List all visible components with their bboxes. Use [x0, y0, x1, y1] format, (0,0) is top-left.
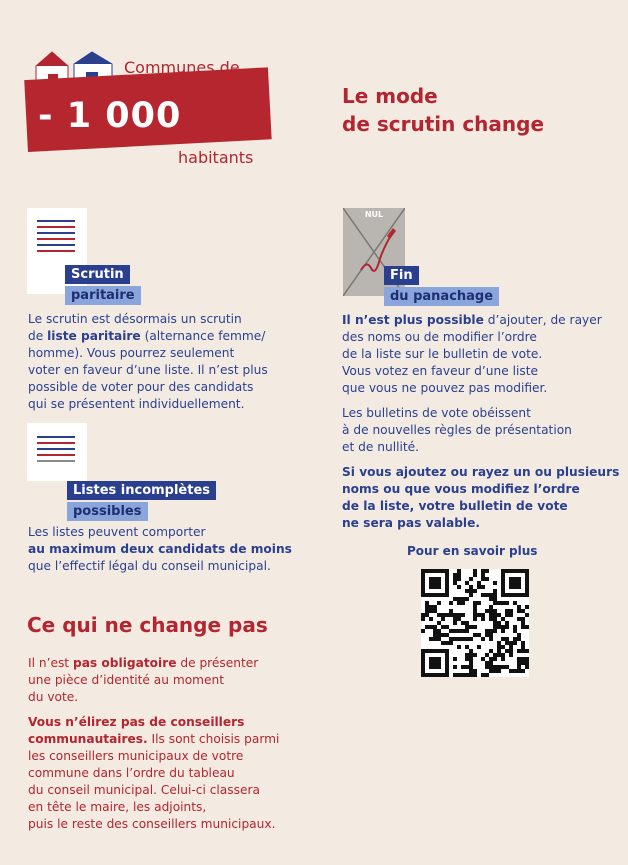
- qr-module: [521, 657, 525, 661]
- qr-module: [437, 633, 441, 637]
- qr-module: [469, 657, 473, 661]
- qr-module: [481, 577, 485, 581]
- qr-module: [517, 637, 521, 641]
- qr-module: [437, 637, 441, 641]
- qr-module: [465, 597, 469, 601]
- qr-module: [517, 633, 521, 637]
- qr-module: [509, 577, 521, 589]
- qr-module: [473, 653, 477, 657]
- unchanged-line: Vous n’élirez pas de conseillers: [28, 715, 245, 729]
- qr-module: [457, 569, 461, 573]
- qr-module: [521, 621, 525, 625]
- qr-module: [497, 669, 501, 673]
- qr-module: [517, 661, 521, 665]
- qr-module: [429, 637, 433, 641]
- qr-module: [521, 625, 525, 629]
- qr-module: [489, 637, 493, 641]
- qr-module: [461, 613, 465, 617]
- qr-module: [425, 609, 429, 613]
- qr-module: [485, 653, 489, 657]
- qr-module: [437, 629, 441, 633]
- qr-module: [449, 629, 453, 633]
- qr-module: [513, 629, 517, 633]
- qr-module: [493, 589, 497, 593]
- qr-module: [465, 657, 469, 661]
- qr-module: [457, 597, 461, 601]
- qr-module: [437, 613, 441, 617]
- panachage-line: de la liste sur le bulletin de vote.: [342, 347, 543, 361]
- qr-module: [481, 637, 485, 641]
- qr-module: [473, 601, 477, 605]
- panachage-line: Si vous ajoutez ou rayez un ou plusieurs: [342, 465, 620, 479]
- qr-module: [505, 665, 509, 669]
- qr-module: [449, 613, 453, 617]
- qr-module: [497, 649, 501, 653]
- qr-module: [445, 613, 449, 617]
- unchanged-line: en tête le maire, les adjoints,: [28, 800, 207, 814]
- scrutin-line: qui se présentent individuellement.: [28, 397, 245, 411]
- qr-module: [429, 657, 441, 669]
- qr-module: [497, 653, 501, 657]
- qr-module: [445, 625, 449, 629]
- qr-module: [465, 673, 469, 677]
- communes-label: Communes de: [124, 58, 240, 77]
- qr-module: [509, 649, 513, 653]
- qr-module: [469, 577, 473, 581]
- qr-module: [481, 593, 485, 597]
- qr-module: [501, 625, 505, 629]
- qr-module: [501, 645, 505, 649]
- qr-module: [497, 601, 501, 605]
- qr-module: [517, 657, 521, 661]
- panachage-badge: [384, 264, 499, 306]
- qr-module: [493, 665, 497, 669]
- qr-module: [433, 637, 437, 641]
- qr-module: [505, 625, 509, 629]
- listes-badge-line-1: Listes incomplètes: [67, 481, 216, 500]
- qr-module: [489, 605, 493, 609]
- listes-badge-line-2: possibles: [67, 502, 148, 521]
- qr-module: [493, 609, 497, 613]
- qr-module: [493, 629, 497, 633]
- qr-module: [437, 621, 441, 625]
- unchanged-line: Il n’est pas obligatoire de présenter: [28, 656, 259, 670]
- qr-module: [469, 585, 473, 589]
- habitants-label: habitants: [178, 148, 254, 167]
- qr-module: [509, 609, 513, 613]
- qr-module: [501, 657, 505, 661]
- qr-module: [433, 625, 437, 629]
- qr-module: [457, 629, 461, 633]
- listes-line: que l’effectif légal du conseil municipal.: [28, 559, 271, 573]
- scrutin-badge-line-2: paritaire: [65, 286, 141, 305]
- qr-module: [505, 609, 509, 613]
- qr-module: [433, 609, 437, 613]
- qr-module: [525, 649, 529, 653]
- qr-module: [489, 597, 493, 601]
- qr-module: [445, 633, 449, 637]
- qr-module: [477, 645, 481, 649]
- qr-module: [441, 625, 445, 629]
- unchanged-line: les conseillers municipaux de votre: [28, 749, 244, 763]
- qr-module: [517, 605, 521, 609]
- qr-module: [461, 629, 465, 633]
- listes-line: au maximum deux candidats de moins: [28, 542, 292, 556]
- listes-line: Les listes peuvent comporter: [28, 525, 206, 539]
- qr-module: [453, 577, 457, 581]
- qr-module: [429, 609, 433, 613]
- qr-module: [509, 641, 513, 645]
- qr-module: [457, 577, 461, 581]
- panachage-line: Vous votez en faveur d’une liste: [342, 364, 539, 378]
- qr-module: [481, 573, 485, 577]
- qr-module: [489, 669, 493, 673]
- qr-module: [457, 617, 461, 621]
- qr-module: [449, 609, 453, 613]
- qr-module: [473, 573, 477, 577]
- qr-module: [489, 593, 493, 597]
- qr-module: [461, 637, 465, 641]
- scrutin-line: voter en faveur d’une liste. Il n’est plus: [28, 363, 268, 377]
- qr-module: [461, 665, 465, 669]
- qr-module: [477, 585, 481, 589]
- qr-module: [481, 569, 485, 573]
- qr-module: [501, 617, 505, 621]
- qr-module: [493, 581, 497, 585]
- panachage-line: Les bulletins de vote obéissent: [342, 406, 531, 420]
- scrutin-line: homme). Vous pourrez seulement: [28, 346, 235, 360]
- qr-module: [485, 609, 489, 613]
- qr-module: [505, 613, 509, 617]
- qr-module: [501, 653, 505, 657]
- qr-module: [485, 577, 489, 581]
- qr-module: [501, 629, 505, 633]
- qr-module: [493, 669, 497, 673]
- panachage-badge-line-2: du panachage: [384, 287, 499, 306]
- qr-module: [493, 657, 497, 661]
- qr-module: [441, 633, 445, 637]
- qr-module: [433, 605, 437, 609]
- qr-module: [477, 613, 481, 617]
- qr-module: [517, 617, 521, 621]
- qr-module: [461, 621, 465, 625]
- qr-module: [489, 633, 493, 637]
- qr-module: [469, 653, 473, 657]
- incomplete-list-icon: [27, 423, 87, 481]
- unchanged-line: du conseil municipal. Celui-ci classera: [28, 783, 260, 797]
- qr-module: [481, 657, 485, 661]
- qr-module: [465, 621, 469, 625]
- qr-module: [489, 613, 493, 617]
- qr-module: [453, 665, 457, 669]
- qr-module: [489, 661, 493, 665]
- qr-module: [493, 625, 497, 629]
- qr-module: [493, 621, 497, 625]
- qr-module: [469, 649, 473, 653]
- listes-text: [28, 524, 328, 575]
- qr-module: [465, 589, 469, 593]
- panachage-badge-line-1: Fin: [384, 266, 419, 285]
- qr-module: [469, 661, 473, 665]
- qr-module: [521, 641, 525, 645]
- qr-module: [493, 653, 497, 657]
- qr-module: [525, 605, 529, 609]
- qr-module: [465, 653, 469, 657]
- qr-code-icon[interactable]: [421, 569, 529, 677]
- qr-module: [489, 629, 493, 633]
- qr-module: [521, 669, 525, 673]
- qr-module: [481, 613, 485, 617]
- qr-module: [469, 665, 473, 669]
- qr-module: [465, 665, 469, 669]
- page-title: [342, 82, 544, 138]
- qr-module: [465, 625, 469, 629]
- population-number: - 1 000: [38, 96, 182, 136]
- qr-module: [465, 629, 469, 633]
- qr-module: [453, 673, 457, 677]
- qr-module: [505, 637, 509, 641]
- qr-module: [469, 637, 473, 641]
- qr-module: [517, 665, 521, 669]
- qr-module: [477, 633, 481, 637]
- qr-module: [477, 601, 481, 605]
- qr-module: [521, 617, 525, 621]
- qr-module: [473, 589, 477, 593]
- qr-module: [489, 657, 493, 661]
- qr-module: [497, 621, 501, 625]
- qr-module: [497, 665, 501, 669]
- qr-module: [497, 641, 501, 645]
- qr-module: [453, 573, 457, 577]
- qr-module: [485, 665, 489, 669]
- panachage-text: [342, 312, 622, 532]
- qr-module: [429, 577, 441, 589]
- qr-module: [509, 669, 513, 673]
- qr-module: [453, 581, 457, 585]
- qr-module: [517, 669, 521, 673]
- qr-module: [485, 569, 489, 573]
- qr-module: [437, 601, 441, 605]
- qr-module: [421, 629, 425, 633]
- qr-module: [461, 597, 465, 601]
- qr-module: [517, 649, 521, 653]
- more-info-label: Pour en savoir plus: [407, 544, 538, 558]
- qr-module: [469, 669, 473, 673]
- qr-module: [521, 649, 525, 653]
- qr-module: [501, 601, 505, 605]
- scrutin-badge-line-1: Scrutin: [65, 265, 130, 284]
- qr-module: [465, 645, 469, 649]
- qr-module: [433, 629, 437, 633]
- qr-module: [485, 673, 489, 677]
- qr-module: [505, 621, 509, 625]
- qr-module: [513, 601, 517, 605]
- qr-module: [469, 625, 473, 629]
- qr-module: [449, 601, 453, 605]
- qr-module: [473, 617, 477, 621]
- qr-module: [521, 609, 525, 613]
- qr-module: [493, 613, 497, 617]
- qr-module: [477, 581, 481, 585]
- unchanged-line: du vote.: [28, 690, 79, 704]
- qr-module: [473, 673, 477, 677]
- qr-module: [513, 625, 517, 629]
- qr-module: [441, 613, 445, 617]
- qr-module: [449, 641, 453, 645]
- scrutin-line: possible de voter pour des candidats: [28, 380, 254, 394]
- scrutin-line: Le scrutin est désormais un scrutin: [28, 312, 242, 326]
- nul-label: NUL: [364, 210, 384, 219]
- qr-module: [525, 665, 529, 669]
- qr-module: [525, 613, 529, 617]
- panachage-line: ne sera pas valable.: [342, 516, 480, 530]
- qr-module: [453, 657, 457, 661]
- qr-module: [505, 649, 509, 653]
- scrutin-line: de liste paritaire (alternance femme/: [28, 329, 266, 343]
- qr-module: [425, 605, 429, 609]
- qr-module: [457, 601, 461, 605]
- qr-module: [517, 609, 521, 613]
- qr-module: [485, 593, 489, 597]
- qr-module: [497, 625, 501, 629]
- qr-module: [473, 569, 477, 573]
- qr-module: [425, 625, 429, 629]
- qr-module: [489, 609, 493, 613]
- qr-module: [473, 669, 477, 673]
- qr-module: [501, 665, 505, 669]
- panachage-line: Il n’est plus possible d’ajouter, de rayer: [342, 313, 602, 327]
- qr-module: [485, 661, 489, 665]
- qr-module: [493, 593, 497, 597]
- panachage-line: noms ou que vous modifiez l’ordre: [342, 482, 580, 496]
- qr-module: [457, 573, 461, 577]
- qr-module: [457, 613, 461, 617]
- qr-module: [457, 645, 461, 649]
- panachage-line: à de nouvelles règles de présentation: [342, 423, 572, 437]
- qr-module: [469, 673, 473, 677]
- qr-module: [465, 637, 469, 641]
- qr-module: [453, 629, 457, 633]
- title-line-1: Le mode: [342, 84, 438, 108]
- qr-module: [453, 637, 457, 641]
- qr-module: [461, 601, 465, 605]
- qr-module: [493, 601, 497, 605]
- unchanged-line: communautaires. Ils sont choisis parmi: [28, 732, 280, 746]
- title-line-2: de scrutin change: [342, 112, 545, 136]
- qr-module: [473, 633, 477, 637]
- qr-module: [481, 673, 485, 677]
- qr-module: [489, 665, 493, 669]
- qr-module: [505, 601, 509, 605]
- qr-module: [473, 609, 477, 613]
- panachage-line: des noms ou de modifier l’ordre: [342, 330, 537, 344]
- qr-module: [469, 589, 473, 593]
- qr-module: [453, 617, 457, 621]
- unchanged-line: puis le reste des conseillers municipaux.: [28, 817, 276, 831]
- qr-module: [485, 633, 489, 637]
- listes-badge: [67, 479, 216, 521]
- qr-module: [429, 625, 433, 629]
- qr-module: [473, 605, 477, 609]
- qr-module: [421, 613, 425, 617]
- qr-module: [461, 673, 465, 677]
- qr-module: [497, 645, 501, 649]
- qr-module: [425, 601, 429, 605]
- qr-module: [465, 581, 469, 585]
- qr-module: [513, 637, 517, 641]
- qr-module: [525, 625, 529, 629]
- scrutin-badge: [65, 263, 141, 305]
- unchanged-text: [28, 655, 318, 833]
- qr-module: [425, 613, 429, 617]
- qr-module: [453, 613, 457, 617]
- qr-module: [433, 633, 437, 637]
- qr-module: [521, 645, 525, 649]
- qr-module: [449, 637, 453, 641]
- qr-module: [481, 617, 485, 621]
- panachage-line: que vous ne pouvez pas modifier.: [342, 381, 548, 395]
- qr-module: [421, 617, 425, 621]
- qr-module: [525, 661, 529, 665]
- unchanged-line: commune dans l’ordre du tableau: [28, 766, 235, 780]
- qr-module: [457, 585, 461, 589]
- qr-module: [473, 625, 477, 629]
- qr-module: [441, 641, 445, 645]
- qr-module: [509, 613, 513, 617]
- qr-module: [521, 661, 525, 665]
- qr-module: [445, 641, 449, 645]
- qr-module: [481, 585, 485, 589]
- qr-module: [429, 605, 433, 609]
- qr-module: [509, 653, 513, 657]
- qr-module: [493, 597, 497, 601]
- qr-module: [453, 597, 457, 601]
- qr-module: [429, 617, 433, 621]
- unchanged-title: Ce qui ne change pas: [27, 613, 268, 637]
- qr-module: [457, 673, 461, 677]
- qr-module: [493, 617, 497, 621]
- panachage-line: et de nullité.: [342, 440, 420, 454]
- qr-module: [489, 649, 493, 653]
- qr-module: [509, 645, 513, 649]
- qr-module: [513, 669, 517, 673]
- qr-module: [497, 613, 501, 617]
- qr-module: [505, 641, 509, 645]
- qr-module: [457, 637, 461, 641]
- qr-module: [441, 617, 445, 621]
- qr-module: [513, 641, 517, 645]
- qr-module: [485, 629, 489, 633]
- panachage-line: de la liste, votre bulletin de vote: [342, 499, 568, 513]
- qr-module: [489, 617, 493, 621]
- qr-module: [453, 621, 457, 625]
- unchanged-line: une pièce d’identité au moment: [28, 673, 225, 687]
- qr-module: [501, 637, 505, 641]
- qr-module: [473, 613, 477, 617]
- scrutin-text: [28, 311, 318, 413]
- qr-module: [525, 657, 529, 661]
- qr-module: [469, 593, 473, 597]
